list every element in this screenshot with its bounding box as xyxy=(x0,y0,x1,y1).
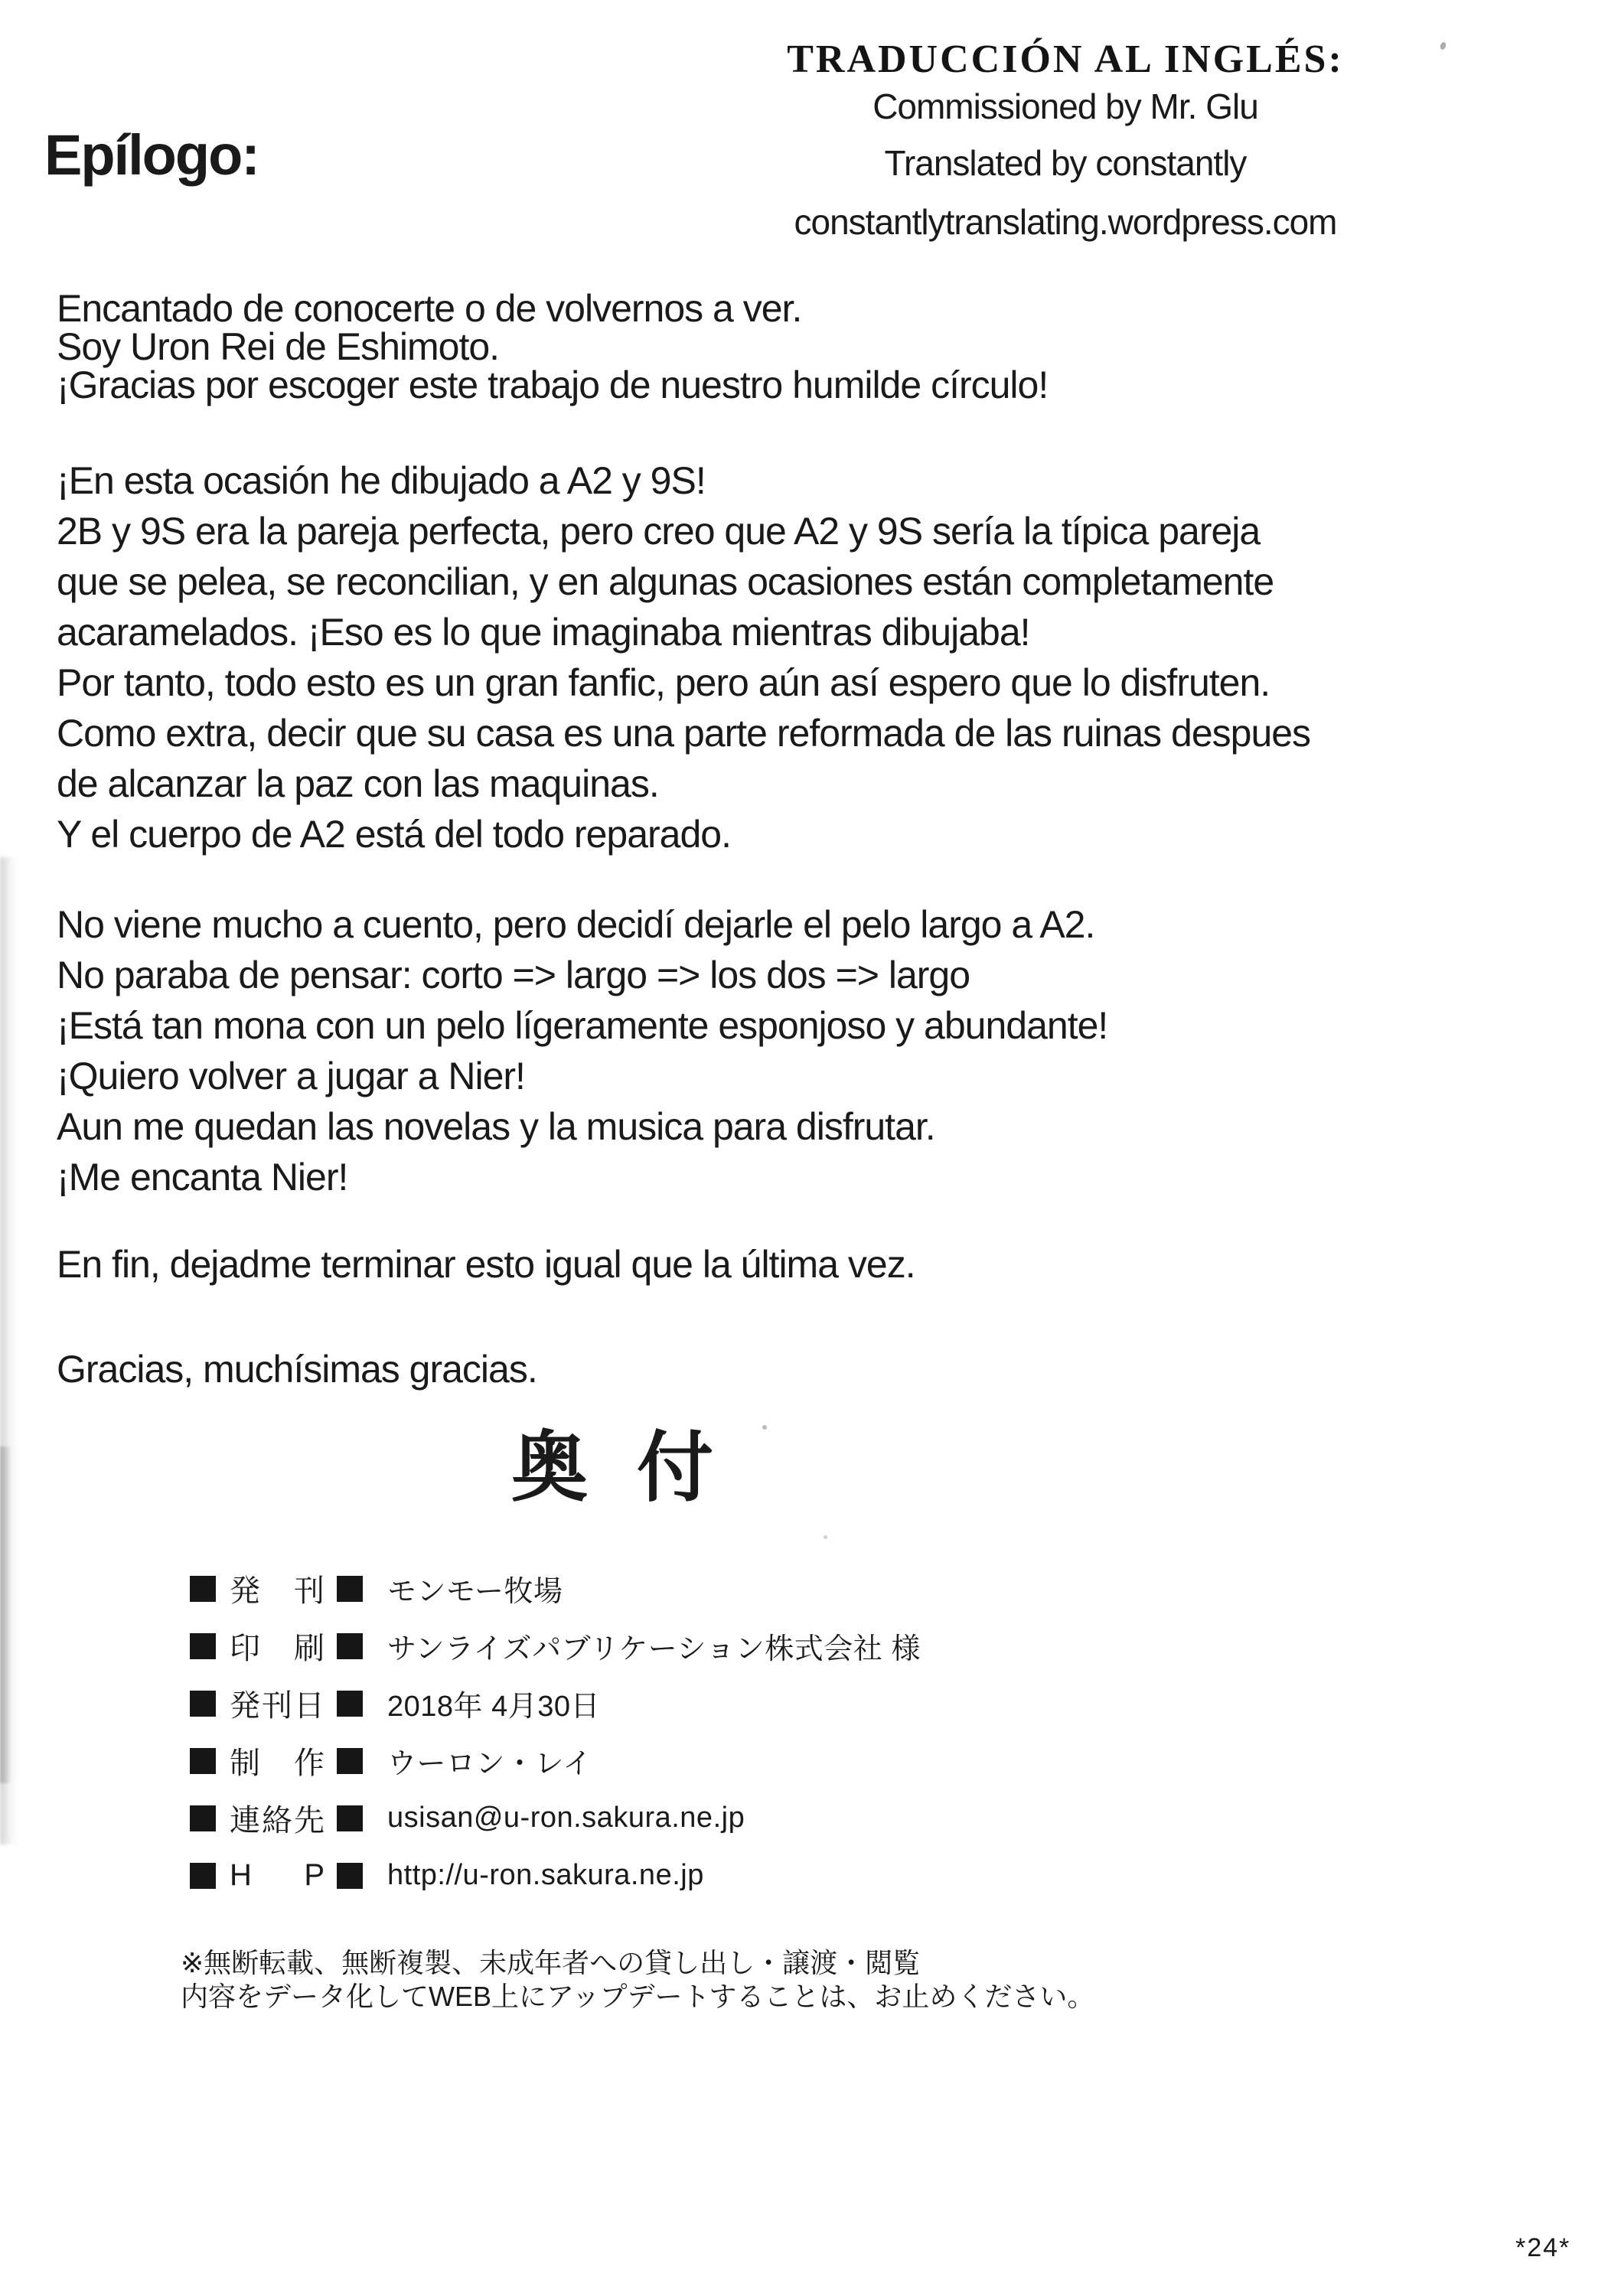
paragraph xyxy=(57,289,1048,404)
body-line: ¡Gracias por escoger este trabajo de nuestro humilde círculo! xyxy=(57,364,1049,406)
bullet-square-icon xyxy=(337,1748,363,1774)
commissioned-by-line: Commissioned by Mr. Glu xyxy=(872,86,1258,126)
colophon-table xyxy=(190,1560,921,1904)
body-line: ¡Está tan mona con un pelo lígeramente esponjoso y abundante! xyxy=(57,1004,1108,1047)
translation-credits xyxy=(683,0,1448,260)
body-line: Encantado de conocerte o de volvernos a ver. xyxy=(57,287,802,330)
body-line: Gracias, muchísimas gracias. xyxy=(57,1348,537,1391)
scan-edge-artifact xyxy=(0,1446,11,1783)
bullet-square-icon xyxy=(337,1633,363,1659)
body-line: Aun me quedan las novelas y la musica para disfrutar. xyxy=(57,1105,935,1148)
bullet-square-icon xyxy=(190,1805,216,1831)
body-line: ¡Quiero volver a jugar a Nier! xyxy=(57,1055,525,1097)
disclaimer-line: 内容をデータ化してWEB上にアップデートすることは、お止めください。 xyxy=(181,1981,1095,2012)
colophon-title: 奥付 xyxy=(511,1425,762,1511)
body-line: En fin, dejadme terminar esto igual que la última vez. xyxy=(57,1243,915,1286)
body-line: de alcanzar la paz con las maquinas. xyxy=(57,762,659,805)
body-line: Soy Uron Rei de Eshimoto. xyxy=(57,325,500,368)
colophon-value: サンライズパブリケーション株式会社 様 xyxy=(387,1633,921,1665)
bullet-square-icon xyxy=(190,1863,216,1889)
colophon-label: 発刊日 xyxy=(230,1689,325,1723)
bullet-square-icon xyxy=(337,1863,363,1889)
colophon-label: H P xyxy=(230,1858,325,1892)
bullet-square-icon xyxy=(190,1748,216,1774)
body-line: que se pelea, se reconcilian, y en algunas ocasiones están completamente xyxy=(57,560,1274,603)
reproduction-disclaimer xyxy=(181,1946,1094,2014)
paragraph xyxy=(57,455,1310,859)
body-line: Por tanto, todo esto es un gran fanfic, pero aún así espero que lo disfruten. xyxy=(57,661,1270,704)
colophon-row xyxy=(190,1789,921,1847)
translation-credits-title: TRADUCCIÓN AL INGLÉS: xyxy=(787,38,1344,81)
bullet-square-icon xyxy=(337,1576,363,1602)
paragraph xyxy=(57,899,1107,1202)
disclaimer-line: ※無断転載、無断複製、未成年者への貸し出し・譲渡・閲覧 xyxy=(181,1947,921,1978)
colophon-row xyxy=(190,1617,921,1675)
body-line: Y el cuerpo de A2 está del todo reparado. xyxy=(57,813,731,856)
body-line: No viene mucho a cuento, pero decidí dejarle el pelo largo a A2. xyxy=(57,903,1095,946)
body-line: ¡En esta ocasión he dibujado a A2 y 9S! xyxy=(57,459,706,502)
colophon-label: 連絡先 xyxy=(230,1804,325,1838)
translator-site-url: constantlytranslating.wordpress.com xyxy=(794,202,1337,242)
colophon-label: 発 刊 xyxy=(230,1574,325,1608)
bullet-square-icon xyxy=(190,1633,216,1659)
page-number: *24* xyxy=(1515,2233,1571,2262)
colophon-label: 制 作 xyxy=(230,1746,325,1780)
body-line: acaramelados. ¡Eso es lo que imaginaba mientras dibujaba! xyxy=(57,611,1030,654)
colophon-row xyxy=(190,1732,921,1789)
body-line: 2B y 9S era la pareja perfecta, pero creo que A2 y 9S sería la típica pareja xyxy=(57,510,1261,553)
colophon-row xyxy=(190,1847,921,1904)
paragraph xyxy=(57,1349,537,1389)
colophon-row xyxy=(190,1675,921,1732)
colophon-value: モンモー牧場 xyxy=(387,1576,563,1608)
colophon-value: http://u-ron.sakura.ne.jp xyxy=(387,1859,704,1891)
paragraph xyxy=(57,1244,915,1284)
bullet-square-icon xyxy=(337,1691,363,1717)
colophon-value: usisan@u-ron.sakura.ne.jp xyxy=(387,1802,745,1834)
bullet-square-icon xyxy=(190,1691,216,1717)
epilogue-heading: Epílogo: xyxy=(44,123,259,187)
body-line: ¡Me encanta Nier! xyxy=(57,1156,348,1199)
scan-speck xyxy=(762,1425,767,1430)
colophon-label: 印 刷 xyxy=(230,1632,325,1665)
translated-by-line: Translated by constantly xyxy=(884,143,1247,183)
bullet-square-icon xyxy=(190,1576,216,1602)
body-line: No paraba de pensar: corto => largo => los dos => largo xyxy=(57,954,970,996)
colophon-value: 2018年 4月30日 xyxy=(387,1691,600,1723)
body-line: Como extra, decir que su casa es una parte reformada de las ruinas despues xyxy=(57,712,1311,755)
scan-speck xyxy=(824,1535,827,1539)
colophon-value: ウーロン・レイ xyxy=(387,1748,592,1780)
colophon-row xyxy=(190,1560,921,1617)
bullet-square-icon xyxy=(337,1805,363,1831)
